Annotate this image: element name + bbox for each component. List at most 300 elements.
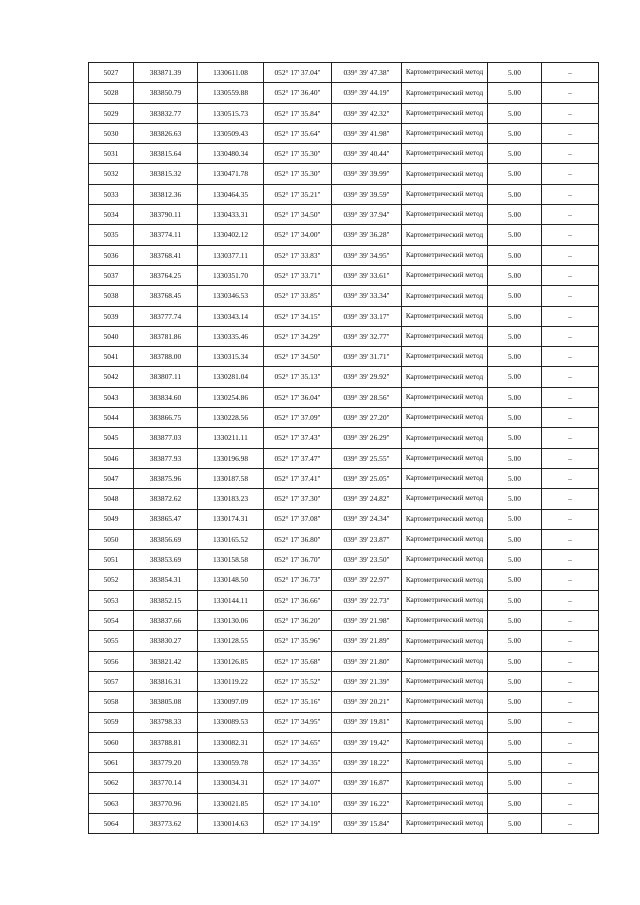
accuracy-cell: 5.00 bbox=[488, 225, 542, 245]
y-coordinate-cell: 1330471.78 bbox=[198, 164, 264, 184]
longitude-cell: 039° 39' 33.34" bbox=[332, 286, 402, 306]
accuracy-cell: 5.00 bbox=[488, 245, 542, 265]
accuracy-cell: 5.00 bbox=[488, 468, 542, 488]
longitude-cell: 039° 39' 32.77" bbox=[332, 326, 402, 346]
x-coordinate-cell: 383764.25 bbox=[134, 265, 198, 285]
latitude-cell: 052° 17' 36.04" bbox=[264, 387, 332, 407]
latitude-cell: 052° 17' 34.65" bbox=[264, 732, 332, 752]
longitude-cell: 039° 39' 19.81" bbox=[332, 712, 402, 732]
latitude-cell: 052° 17' 36.40" bbox=[264, 83, 332, 103]
y-coordinate-cell: 1330128.55 bbox=[198, 631, 264, 651]
table-row bbox=[89, 286, 599, 306]
accuracy-cell: 5.00 bbox=[488, 164, 542, 184]
accuracy-cell: 5.00 bbox=[488, 205, 542, 225]
note-cell: – bbox=[542, 103, 599, 123]
method-cell: Картометрический метод bbox=[402, 753, 488, 773]
table-row bbox=[89, 265, 599, 285]
y-coordinate-cell: 1330014.63 bbox=[198, 813, 264, 833]
x-coordinate-cell: 383798.33 bbox=[134, 712, 198, 732]
latitude-cell: 052° 17' 34.50" bbox=[264, 205, 332, 225]
y-coordinate-cell: 1330611.08 bbox=[198, 63, 264, 83]
point-number-cell: 5055 bbox=[89, 631, 134, 651]
table-row bbox=[89, 225, 599, 245]
point-number-cell: 5058 bbox=[89, 692, 134, 712]
latitude-cell: 052° 17' 35.13" bbox=[264, 367, 332, 387]
point-number-cell: 5035 bbox=[89, 225, 134, 245]
latitude-cell: 052° 17' 34.10" bbox=[264, 793, 332, 813]
note-cell: – bbox=[542, 123, 599, 143]
latitude-cell: 052° 17' 33.83" bbox=[264, 245, 332, 265]
x-coordinate-cell: 383856.69 bbox=[134, 529, 198, 549]
y-coordinate-cell: 1330059.78 bbox=[198, 753, 264, 773]
accuracy-cell: 5.00 bbox=[488, 63, 542, 83]
longitude-cell: 039° 39' 21.98" bbox=[332, 611, 402, 631]
x-coordinate-cell: 383815.64 bbox=[134, 144, 198, 164]
accuracy-cell: 5.00 bbox=[488, 326, 542, 346]
point-number-cell: 5031 bbox=[89, 144, 134, 164]
table-row bbox=[89, 144, 599, 164]
y-coordinate-cell: 1330089.53 bbox=[198, 712, 264, 732]
note-cell: – bbox=[542, 611, 599, 631]
note-cell: – bbox=[542, 753, 599, 773]
note-cell: – bbox=[542, 428, 599, 448]
method-cell: Картометрический метод bbox=[402, 813, 488, 833]
longitude-cell: 039° 39' 23.50" bbox=[332, 550, 402, 570]
note-cell: – bbox=[542, 813, 599, 833]
method-cell: Картометрический метод bbox=[402, 205, 488, 225]
y-coordinate-cell: 1330183.23 bbox=[198, 489, 264, 509]
longitude-cell: 039° 39' 24.82" bbox=[332, 489, 402, 509]
x-coordinate-cell: 383877.03 bbox=[134, 428, 198, 448]
x-coordinate-cell: 383768.41 bbox=[134, 245, 198, 265]
note-cell: – bbox=[542, 306, 599, 326]
note-cell: – bbox=[542, 529, 599, 549]
point-number-cell: 5047 bbox=[89, 468, 134, 488]
point-number-cell: 5048 bbox=[89, 489, 134, 509]
latitude-cell: 052° 17' 37.04" bbox=[264, 63, 332, 83]
note-cell: – bbox=[542, 631, 599, 651]
table-row bbox=[89, 813, 599, 833]
latitude-cell: 052° 17' 36.20" bbox=[264, 611, 332, 631]
x-coordinate-cell: 383781.86 bbox=[134, 326, 198, 346]
method-cell: Картометрический метод bbox=[402, 631, 488, 651]
x-coordinate-cell: 383826.63 bbox=[134, 123, 198, 143]
table-row bbox=[89, 83, 599, 103]
y-coordinate-cell: 1330130.06 bbox=[198, 611, 264, 631]
y-coordinate-cell: 1330158.58 bbox=[198, 550, 264, 570]
x-coordinate-cell: 383770.96 bbox=[134, 793, 198, 813]
table-row bbox=[89, 732, 599, 752]
point-number-cell: 5038 bbox=[89, 286, 134, 306]
accuracy-cell: 5.00 bbox=[488, 408, 542, 428]
table-row bbox=[89, 692, 599, 712]
latitude-cell: 052° 17' 34.50" bbox=[264, 347, 332, 367]
longitude-cell: 039° 39' 42.32" bbox=[332, 103, 402, 123]
method-cell: Картометрический метод bbox=[402, 468, 488, 488]
accuracy-cell: 5.00 bbox=[488, 773, 542, 793]
point-number-cell: 5064 bbox=[89, 813, 134, 833]
table-row bbox=[89, 712, 599, 732]
longitude-cell: 039° 39' 22.73" bbox=[332, 590, 402, 610]
point-number-cell: 5032 bbox=[89, 164, 134, 184]
longitude-cell: 039° 39' 25.55" bbox=[332, 448, 402, 468]
table-row bbox=[89, 408, 599, 428]
point-number-cell: 5043 bbox=[89, 387, 134, 407]
accuracy-cell: 5.00 bbox=[488, 813, 542, 833]
accuracy-cell: 5.00 bbox=[488, 123, 542, 143]
longitude-cell: 039° 39' 28.56" bbox=[332, 387, 402, 407]
note-cell: – bbox=[542, 468, 599, 488]
note-cell: – bbox=[542, 489, 599, 509]
method-cell: Картометрический метод bbox=[402, 550, 488, 570]
method-cell: Картометрический метод bbox=[402, 326, 488, 346]
point-number-cell: 5034 bbox=[89, 205, 134, 225]
table-row bbox=[89, 245, 599, 265]
point-number-cell: 5059 bbox=[89, 712, 134, 732]
x-coordinate-cell: 383777.74 bbox=[134, 306, 198, 326]
latitude-cell: 052° 17' 35.16" bbox=[264, 692, 332, 712]
accuracy-cell: 5.00 bbox=[488, 306, 542, 326]
method-cell: Картометрический метод bbox=[402, 164, 488, 184]
point-number-cell: 5051 bbox=[89, 550, 134, 570]
longitude-cell: 039° 39' 41.98" bbox=[332, 123, 402, 143]
table-row bbox=[89, 611, 599, 631]
table-row bbox=[89, 590, 599, 610]
x-coordinate-cell: 383816.31 bbox=[134, 671, 198, 691]
method-cell: Картометрический метод bbox=[402, 245, 488, 265]
latitude-cell: 052° 17' 34.29" bbox=[264, 326, 332, 346]
y-coordinate-cell: 1330464.35 bbox=[198, 184, 264, 204]
point-number-cell: 5033 bbox=[89, 184, 134, 204]
latitude-cell: 052° 17' 34.19" bbox=[264, 813, 332, 833]
longitude-cell: 039° 39' 37.94" bbox=[332, 205, 402, 225]
note-cell: – bbox=[542, 448, 599, 468]
latitude-cell: 052° 17' 35.21" bbox=[264, 184, 332, 204]
x-coordinate-cell: 383788.00 bbox=[134, 347, 198, 367]
x-coordinate-cell: 383854.31 bbox=[134, 570, 198, 590]
point-number-cell: 5039 bbox=[89, 306, 134, 326]
table-row bbox=[89, 793, 599, 813]
x-coordinate-cell: 383871.39 bbox=[134, 63, 198, 83]
table-row bbox=[89, 306, 599, 326]
longitude-cell: 039° 39' 39.99" bbox=[332, 164, 402, 184]
point-number-cell: 5063 bbox=[89, 793, 134, 813]
table-row bbox=[89, 347, 599, 367]
table-row bbox=[89, 367, 599, 387]
method-cell: Картометрический метод bbox=[402, 529, 488, 549]
longitude-cell: 039° 39' 27.20" bbox=[332, 408, 402, 428]
point-number-cell: 5030 bbox=[89, 123, 134, 143]
y-coordinate-cell: 1330515.73 bbox=[198, 103, 264, 123]
method-cell: Картометрический метод bbox=[402, 347, 488, 367]
accuracy-cell: 5.00 bbox=[488, 732, 542, 752]
method-cell: Картометрический метод bbox=[402, 103, 488, 123]
longitude-cell: 039° 39' 22.97" bbox=[332, 570, 402, 590]
method-cell: Картометрический метод bbox=[402, 509, 488, 529]
method-cell: Картометрический метод bbox=[402, 367, 488, 387]
point-number-cell: 5041 bbox=[89, 347, 134, 367]
point-number-cell: 5046 bbox=[89, 448, 134, 468]
method-cell: Картометрический метод bbox=[402, 123, 488, 143]
longitude-cell: 039° 39' 19.42" bbox=[332, 732, 402, 752]
table-row bbox=[89, 387, 599, 407]
y-coordinate-cell: 1330335.46 bbox=[198, 326, 264, 346]
y-coordinate-cell: 1330346.53 bbox=[198, 286, 264, 306]
point-number-cell: 5052 bbox=[89, 570, 134, 590]
table-row bbox=[89, 123, 599, 143]
x-coordinate-cell: 383853.69 bbox=[134, 550, 198, 570]
accuracy-cell: 5.00 bbox=[488, 611, 542, 631]
y-coordinate-cell: 1330082.31 bbox=[198, 732, 264, 752]
accuracy-cell: 5.00 bbox=[488, 793, 542, 813]
x-coordinate-cell: 383837.66 bbox=[134, 611, 198, 631]
note-cell: – bbox=[542, 570, 599, 590]
y-coordinate-cell: 1330480.34 bbox=[198, 144, 264, 164]
x-coordinate-cell: 383815.32 bbox=[134, 164, 198, 184]
point-number-cell: 5042 bbox=[89, 367, 134, 387]
y-coordinate-cell: 1330343.14 bbox=[198, 306, 264, 326]
x-coordinate-cell: 383875.96 bbox=[134, 468, 198, 488]
longitude-cell: 039° 39' 16.22" bbox=[332, 793, 402, 813]
y-coordinate-cell: 1330377.11 bbox=[198, 245, 264, 265]
latitude-cell: 052° 17' 37.30" bbox=[264, 489, 332, 509]
latitude-cell: 052° 17' 33.71" bbox=[264, 265, 332, 285]
method-cell: Картометрический метод bbox=[402, 651, 488, 671]
latitude-cell: 052° 17' 34.95" bbox=[264, 712, 332, 732]
y-coordinate-cell: 1330119.22 bbox=[198, 671, 264, 691]
accuracy-cell: 5.00 bbox=[488, 184, 542, 204]
latitude-cell: 052° 17' 37.08" bbox=[264, 509, 332, 529]
note-cell: – bbox=[542, 773, 599, 793]
x-coordinate-cell: 383852.15 bbox=[134, 590, 198, 610]
point-number-cell: 5045 bbox=[89, 428, 134, 448]
table-row bbox=[89, 468, 599, 488]
method-cell: Картометрический метод bbox=[402, 773, 488, 793]
latitude-cell: 052° 17' 34.07" bbox=[264, 773, 332, 793]
point-number-cell: 5040 bbox=[89, 326, 134, 346]
table-row bbox=[89, 63, 599, 83]
latitude-cell: 052° 17' 34.35" bbox=[264, 753, 332, 773]
table-row bbox=[89, 164, 599, 184]
x-coordinate-cell: 383779.20 bbox=[134, 753, 198, 773]
note-cell: – bbox=[542, 225, 599, 245]
note-cell: – bbox=[542, 692, 599, 712]
table-row bbox=[89, 651, 599, 671]
latitude-cell: 052° 17' 36.66" bbox=[264, 590, 332, 610]
latitude-cell: 052° 17' 35.68" bbox=[264, 651, 332, 671]
y-coordinate-cell: 1330211.11 bbox=[198, 428, 264, 448]
note-cell: – bbox=[542, 286, 599, 306]
accuracy-cell: 5.00 bbox=[488, 671, 542, 691]
y-coordinate-cell: 1330021.85 bbox=[198, 793, 264, 813]
latitude-cell: 052° 17' 34.15" bbox=[264, 306, 332, 326]
point-number-cell: 5056 bbox=[89, 651, 134, 671]
accuracy-cell: 5.00 bbox=[488, 347, 542, 367]
x-coordinate-cell: 383788.81 bbox=[134, 732, 198, 752]
note-cell: – bbox=[542, 387, 599, 407]
point-number-cell: 5044 bbox=[89, 408, 134, 428]
point-number-cell: 5027 bbox=[89, 63, 134, 83]
longitude-cell: 039° 39' 33.61" bbox=[332, 265, 402, 285]
latitude-cell: 052° 17' 35.84" bbox=[264, 103, 332, 123]
method-cell: Картометрический метод bbox=[402, 712, 488, 732]
note-cell: – bbox=[542, 184, 599, 204]
y-coordinate-cell: 1330559.88 bbox=[198, 83, 264, 103]
longitude-cell: 039° 39' 40.44" bbox=[332, 144, 402, 164]
x-coordinate-cell: 383773.62 bbox=[134, 813, 198, 833]
method-cell: Картометрический метод bbox=[402, 144, 488, 164]
latitude-cell: 052° 17' 36.73" bbox=[264, 570, 332, 590]
y-coordinate-cell: 1330315.34 bbox=[198, 347, 264, 367]
note-cell: – bbox=[542, 408, 599, 428]
table-row bbox=[89, 326, 599, 346]
x-coordinate-cell: 383830.27 bbox=[134, 631, 198, 651]
point-number-cell: 5060 bbox=[89, 732, 134, 752]
method-cell: Картометрический метод bbox=[402, 448, 488, 468]
latitude-cell: 052° 17' 35.52" bbox=[264, 671, 332, 691]
accuracy-cell: 5.00 bbox=[488, 265, 542, 285]
note-cell: – bbox=[542, 793, 599, 813]
method-cell: Картометрический метод bbox=[402, 590, 488, 610]
method-cell: Картометрический метод bbox=[402, 265, 488, 285]
accuracy-cell: 5.00 bbox=[488, 692, 542, 712]
latitude-cell: 052° 17' 34.00" bbox=[264, 225, 332, 245]
table-row bbox=[89, 509, 599, 529]
point-number-cell: 5053 bbox=[89, 590, 134, 610]
method-cell: Картометрический метод bbox=[402, 306, 488, 326]
accuracy-cell: 5.00 bbox=[488, 144, 542, 164]
note-cell: – bbox=[542, 509, 599, 529]
note-cell: – bbox=[542, 367, 599, 387]
latitude-cell: 052° 17' 37.41" bbox=[264, 468, 332, 488]
method-cell: Картометрический метод bbox=[402, 225, 488, 245]
accuracy-cell: 5.00 bbox=[488, 367, 542, 387]
table-row bbox=[89, 753, 599, 773]
table-row bbox=[89, 428, 599, 448]
method-cell: Картометрический метод bbox=[402, 286, 488, 306]
accuracy-cell: 5.00 bbox=[488, 286, 542, 306]
y-coordinate-cell: 1330433.31 bbox=[198, 205, 264, 225]
accuracy-cell: 5.00 bbox=[488, 590, 542, 610]
point-number-cell: 5057 bbox=[89, 671, 134, 691]
note-cell: – bbox=[542, 63, 599, 83]
note-cell: – bbox=[542, 326, 599, 346]
point-number-cell: 5037 bbox=[89, 265, 134, 285]
y-coordinate-cell: 1330144.11 bbox=[198, 590, 264, 610]
y-coordinate-cell: 1330402.12 bbox=[198, 225, 264, 245]
longitude-cell: 039° 39' 31.71" bbox=[332, 347, 402, 367]
method-cell: Картометрический метод bbox=[402, 83, 488, 103]
y-coordinate-cell: 1330097.09 bbox=[198, 692, 264, 712]
latitude-cell: 052° 17' 35.64" bbox=[264, 123, 332, 143]
y-coordinate-cell: 1330281.04 bbox=[198, 367, 264, 387]
method-cell: Картометрический метод bbox=[402, 408, 488, 428]
note-cell: – bbox=[542, 144, 599, 164]
table-row bbox=[89, 489, 599, 509]
note-cell: – bbox=[542, 651, 599, 671]
longitude-cell: 039° 39' 44.19" bbox=[332, 83, 402, 103]
longitude-cell: 039° 39' 25.05" bbox=[332, 468, 402, 488]
x-coordinate-cell: 383832.77 bbox=[134, 103, 198, 123]
point-number-cell: 5061 bbox=[89, 753, 134, 773]
x-coordinate-cell: 383865.47 bbox=[134, 509, 198, 529]
x-coordinate-cell: 383807.11 bbox=[134, 367, 198, 387]
method-cell: Картометрический метод bbox=[402, 671, 488, 691]
latitude-cell: 052° 17' 36.70" bbox=[264, 550, 332, 570]
longitude-cell: 039° 39' 21.89" bbox=[332, 631, 402, 651]
note-cell: – bbox=[542, 265, 599, 285]
coordinates-table-body bbox=[89, 63, 599, 834]
point-number-cell: 5050 bbox=[89, 529, 134, 549]
accuracy-cell: 5.00 bbox=[488, 509, 542, 529]
point-number-cell: 5062 bbox=[89, 773, 134, 793]
method-cell: Картометрический метод bbox=[402, 732, 488, 752]
longitude-cell: 039° 39' 36.28" bbox=[332, 225, 402, 245]
y-coordinate-cell: 1330174.31 bbox=[198, 509, 264, 529]
accuracy-cell: 5.00 bbox=[488, 387, 542, 407]
method-cell: Картометрический метод bbox=[402, 570, 488, 590]
table-row bbox=[89, 631, 599, 651]
x-coordinate-cell: 383790.11 bbox=[134, 205, 198, 225]
point-number-cell: 5049 bbox=[89, 509, 134, 529]
table-row bbox=[89, 205, 599, 225]
latitude-cell: 052° 17' 37.09" bbox=[264, 408, 332, 428]
longitude-cell: 039° 39' 15.84" bbox=[332, 813, 402, 833]
method-cell: Картометрический метод bbox=[402, 428, 488, 448]
x-coordinate-cell: 383850.79 bbox=[134, 83, 198, 103]
table-row bbox=[89, 448, 599, 468]
point-number-cell: 5028 bbox=[89, 83, 134, 103]
accuracy-cell: 5.00 bbox=[488, 631, 542, 651]
longitude-cell: 039° 39' 20.21" bbox=[332, 692, 402, 712]
accuracy-cell: 5.00 bbox=[488, 550, 542, 570]
note-cell: – bbox=[542, 164, 599, 184]
longitude-cell: 039° 39' 21.39" bbox=[332, 671, 402, 691]
x-coordinate-cell: 383774.11 bbox=[134, 225, 198, 245]
x-coordinate-cell: 383770.14 bbox=[134, 773, 198, 793]
accuracy-cell: 5.00 bbox=[488, 103, 542, 123]
point-number-cell: 5029 bbox=[89, 103, 134, 123]
method-cell: Картометрический метод bbox=[402, 489, 488, 509]
accuracy-cell: 5.00 bbox=[488, 651, 542, 671]
accuracy-cell: 5.00 bbox=[488, 448, 542, 468]
note-cell: – bbox=[542, 245, 599, 265]
table-row bbox=[89, 103, 599, 123]
y-coordinate-cell: 1330254.86 bbox=[198, 387, 264, 407]
method-cell: Картометрический метод bbox=[402, 184, 488, 204]
accuracy-cell: 5.00 bbox=[488, 570, 542, 590]
longitude-cell: 039° 39' 26.29" bbox=[332, 428, 402, 448]
longitude-cell: 039° 39' 34.95" bbox=[332, 245, 402, 265]
note-cell: – bbox=[542, 205, 599, 225]
y-coordinate-cell: 1330228.56 bbox=[198, 408, 264, 428]
x-coordinate-cell: 383866.75 bbox=[134, 408, 198, 428]
table-row bbox=[89, 773, 599, 793]
x-coordinate-cell: 383877.93 bbox=[134, 448, 198, 468]
note-cell: – bbox=[542, 712, 599, 732]
latitude-cell: 052° 17' 33.85" bbox=[264, 286, 332, 306]
latitude-cell: 052° 17' 37.47" bbox=[264, 448, 332, 468]
x-coordinate-cell: 383768.45 bbox=[134, 286, 198, 306]
y-coordinate-cell: 1330509.43 bbox=[198, 123, 264, 143]
y-coordinate-cell: 1330148.50 bbox=[198, 570, 264, 590]
note-cell: – bbox=[542, 83, 599, 103]
latitude-cell: 052° 17' 35.30" bbox=[264, 164, 332, 184]
y-coordinate-cell: 1330034.31 bbox=[198, 773, 264, 793]
note-cell: – bbox=[542, 347, 599, 367]
method-cell: Картометрический метод bbox=[402, 611, 488, 631]
longitude-cell: 039° 39' 18.22" bbox=[332, 753, 402, 773]
